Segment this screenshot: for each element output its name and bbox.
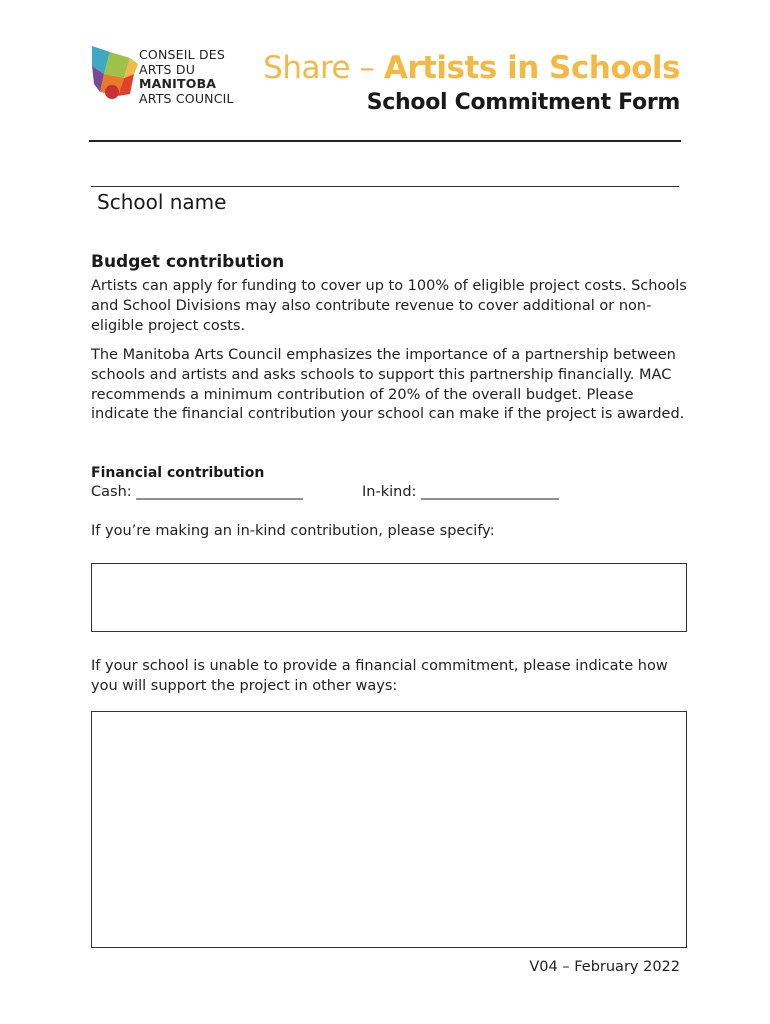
other-support-question: If your school is unable to provide a financial commitment, please indicate how you will support the project in other ways:	[91, 658, 668, 694]
inkind-field[interactable]: In-kind: ___________________	[362, 484, 559, 500]
other-support-textbox[interactable]	[91, 711, 687, 948]
header-divider	[89, 140, 681, 142]
title-light: Share –	[263, 50, 384, 86]
school-name-field-line[interactable]	[91, 186, 679, 187]
school-name-label: School name	[97, 190, 227, 214]
page-title	[263, 50, 680, 86]
financial-contribution-heading: Financial contribution	[91, 465, 265, 481]
inkind-specify-question: If you’re making an in-kind contribution, please specify:	[91, 523, 495, 539]
inkind-specify-textbox[interactable]	[91, 563, 687, 632]
logo-line-3: MANITOBA	[139, 76, 217, 91]
logo-wordmark	[139, 48, 234, 106]
budget-heading: Budget contribution	[91, 252, 285, 272]
title-bold: Artists in Schools	[383, 50, 680, 86]
version-footer: V04 – February 2022	[529, 959, 680, 975]
cash-field[interactable]: Cash: _______________________	[91, 484, 303, 500]
logo-line-4: ARTS COUNCIL	[139, 90, 234, 106]
budget-paragraph-2: The Manitoba Arts Council emphasizes the importance of a partnership between schools and artists and asks schools to support this partnership financially. MAC recommends a minimum contribution of 20% of the overall budget. Please indicate the financial contribution your school can make if the project is awarded.	[91, 347, 685, 423]
logo-line-1: CONSEIL DES	[139, 47, 226, 62]
form-subtitle: School Commitment Form	[366, 90, 680, 115]
manitoba-arts-council-logo-icon	[90, 44, 140, 102]
logo-line-2: ARTS DU	[139, 61, 196, 77]
budget-paragraph-1: Artists can apply for funding to cover up to 100% of eligible project costs. Schools and School Divisions may also contribute revenue to cover additional or non-eligible project costs.	[91, 278, 687, 334]
